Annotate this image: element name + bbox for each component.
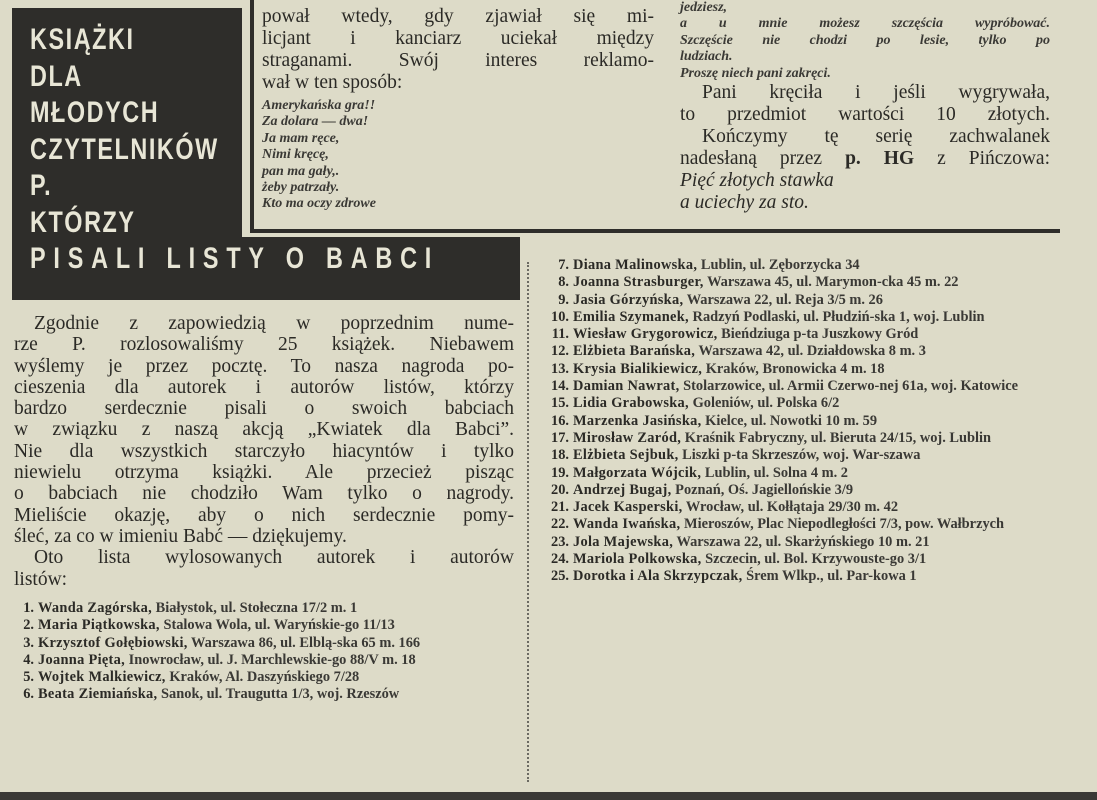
verse-line: Amerykańska gra!! xyxy=(262,98,376,113)
winner-number: 5. xyxy=(23,669,34,686)
text-line: śleć, za co w imieniu Babć — dziękujemy. xyxy=(14,525,347,547)
winner-name: Wiesław Grygorowicz, xyxy=(573,326,718,343)
winner-address: Warszawa 86, ul. Elblą-ska 65 m. 166 xyxy=(191,634,421,651)
text-line: straganami. Swój interes reklamo- xyxy=(262,50,654,71)
winners-list-left xyxy=(10,600,512,704)
winner-number: 1. xyxy=(23,600,34,616)
winner-name: Joanna Strasburger, xyxy=(573,274,704,291)
winner-name: Dorotka i Ala Skrzypczak, xyxy=(573,568,743,585)
verse-line: żeby patrzały. xyxy=(262,180,340,196)
winner-address: Stolarzowice, ul. Armii Czerwo-nej 61a, woj. Katowice xyxy=(683,378,1019,395)
headline-line: KTÓRZY xyxy=(30,205,136,239)
winner-address: Kraków, Al. Daszyńskiego 7/28 xyxy=(169,669,360,686)
winner-entry xyxy=(10,617,512,634)
winner-name: Diana Malinowska, xyxy=(573,257,698,273)
winner-entry xyxy=(10,600,512,617)
text-line: Zgodnie z zapowiedzią w poprzednim nume- xyxy=(34,313,514,334)
text-line: niewielu otrzyma książki. Ale przecież pisząc xyxy=(14,462,514,484)
winner-name: Elżbieta Sejbuk, xyxy=(573,447,679,464)
credit-post: z Pińczowa: xyxy=(914,148,1050,170)
winner-address: Śrem Wlkp., ul. Par-kowa 1 xyxy=(746,568,917,585)
winner-address: Radzyń Podlaski, ul. Płudziń-ska 1, woj. Lublin xyxy=(692,308,985,325)
text-line: bardzo serdecznie pisali o swoich babciach xyxy=(14,398,514,420)
winner-number: 23. xyxy=(551,533,569,550)
winner-number: 18. xyxy=(551,447,569,464)
text-line: cieszenia dla autorek i autorów listów, którzy xyxy=(14,376,514,398)
verse-line: Szczęście nie chodzi po lesie, tylko po xyxy=(680,32,1050,48)
winner-number: 12. xyxy=(551,343,569,360)
headline-line: PISALI LISTY O BABCI xyxy=(30,242,440,275)
winner-entry xyxy=(545,568,1050,585)
text-line: Pani kręciła i jeśli wygrywała, xyxy=(702,82,1050,104)
text-line: w związku z naszą akcją „Kwiatek dla Babci”. xyxy=(14,419,514,441)
column-separator xyxy=(527,262,529,782)
winner-name: Mariola Polkowska, xyxy=(573,551,702,568)
winner-address: Kielce, ul. Nowotki 10 m. 59 xyxy=(705,412,878,429)
winner-address: Stalowa Wola, ul. Waryńskie-go 11/13 xyxy=(163,617,395,634)
winner-number: 10. xyxy=(551,308,569,325)
verse xyxy=(680,0,1050,82)
winner-name: Krysia Bialikiewicz, xyxy=(573,360,703,377)
verse-line: Nimi kręcę, xyxy=(262,147,329,163)
winner-number: 3. xyxy=(23,634,34,651)
winner-number: 6. xyxy=(23,686,34,703)
winner-number: 17. xyxy=(551,429,569,446)
winner-address: Sanok, ul. Traugutta 1/3, woj. Rzeszów xyxy=(161,686,400,703)
winner-entry xyxy=(545,274,1050,291)
text-line: to przedmiot wartości 10 złotych. xyxy=(680,104,1050,126)
verse-line: ludziach. xyxy=(680,49,733,65)
winner-entry xyxy=(545,516,1050,533)
winners-list-right xyxy=(545,257,1050,586)
winner-address: Lublin, ul. Solna 4 m. 2 xyxy=(704,464,849,481)
winner-entry xyxy=(10,635,512,652)
winner-entry xyxy=(545,465,1050,482)
winner-number: 11. xyxy=(551,326,569,343)
headline-line: MŁODYCH xyxy=(30,96,160,129)
credit-pre: nadesłaną przez xyxy=(680,148,846,170)
winner-address: Kraków, Bronowicka 4 m. 18 xyxy=(705,360,885,377)
winner-entry xyxy=(545,430,1050,447)
winner-address: Warszawa 22, ul. Reja 3/5 m. 26 xyxy=(686,291,883,308)
winner-name: Małgorzata Wójcik, xyxy=(573,464,702,481)
text-line: Oto lista wylosowanych autorek i autorów xyxy=(34,547,514,569)
winner-entry xyxy=(10,669,512,686)
text-line: wał w ten sposób: xyxy=(262,72,403,93)
winner-number: 24. xyxy=(551,551,569,568)
winner-number: 20. xyxy=(551,481,569,498)
winner-number: 2. xyxy=(23,617,34,634)
winner-name: Elżbieta Barańska, xyxy=(573,343,696,360)
text-line: Kończymy tę serię zachwalanek xyxy=(702,126,1050,148)
verse-line: jedziesz, xyxy=(680,0,728,15)
winner-address: Inowrocław, ul. J. Marchlewskie-go 88/V m. 18 xyxy=(128,651,416,668)
winner-address: Kraśnik Fabryczny, ul. Bieruta 24/15, woj. Lublin xyxy=(684,429,992,446)
winner-entry xyxy=(545,395,1050,412)
verse-line: Proszę niech pani zakręci. xyxy=(680,65,831,81)
text-line: licjant i kanciarz uciekał między xyxy=(262,28,654,49)
verse-line: a uciechy za sto. xyxy=(680,192,809,214)
winner-number: 21. xyxy=(551,499,569,516)
winner-entry xyxy=(545,447,1050,464)
text-line: wyślemy je przez pocztę. To nasza nagroda po- xyxy=(14,355,514,377)
winner-number: 13. xyxy=(551,360,569,377)
winner-number: 9. xyxy=(558,291,569,308)
winner-entry xyxy=(545,326,1050,343)
winner-entry xyxy=(545,361,1050,378)
winner-number: 7. xyxy=(558,257,569,273)
verse-line: Ja mam ręce, xyxy=(262,130,340,146)
winner-address: Mieroszów, Plac Niepodległości 7/3, pow. Wałbrzych xyxy=(684,516,1005,533)
headline-line: P. xyxy=(30,169,53,202)
winner-address: Liszki p-ta Skrzeszów, woj. War-szawa xyxy=(682,447,921,464)
text-line: rze P. rozlosowaliśmy 25 książek. Niebawem xyxy=(14,334,514,356)
winner-number: 4. xyxy=(23,651,34,668)
winner-name: Maria Piątkowska, xyxy=(38,617,160,634)
verse-line: pan ma gały,. xyxy=(262,163,340,179)
winner-name: Emilia Szymanek, xyxy=(573,308,689,325)
text-line: o babciach nie chodziło Wam tylko o nagrody. xyxy=(14,483,514,505)
credit-line xyxy=(680,148,1050,170)
verse-line: a u mnie możesz szczęścia wypróbować. xyxy=(680,16,1050,32)
winner-address: Bieńdziuga p-ta Juszkowy Gród xyxy=(721,326,919,343)
verse-line: Kto ma oczy zdrowe xyxy=(262,196,376,212)
winner-number: 25. xyxy=(551,568,569,585)
winner-entry xyxy=(545,534,1050,551)
winner-name: Jasia Górzyńska, xyxy=(573,291,684,308)
winner-number: 8. xyxy=(558,274,569,291)
winner-name: Jola Majewska, xyxy=(573,533,674,550)
text-line: Mieliście okazję, aby o nich serdecznie pomy- xyxy=(14,504,514,526)
boxed-article-right-column xyxy=(680,0,1050,214)
verse-line: Za dolara — dwa! xyxy=(262,114,369,130)
winner-address: Białystok, ul. Stołeczna 17/2 m. 1 xyxy=(155,600,358,616)
verse-line: Pięć złotych stawka xyxy=(680,170,834,192)
winner-name: Lidia Grabowska, xyxy=(573,395,689,412)
winner-entry xyxy=(545,292,1050,309)
winner-entry xyxy=(545,343,1050,360)
winner-entry xyxy=(545,413,1050,430)
text-line: listów: xyxy=(14,568,68,590)
winner-address: Wrocław, ul. Kołłątaja 29/30 m. 42 xyxy=(685,499,899,516)
winner-name: Marzenka Jasińska, xyxy=(573,412,702,429)
winner-entry xyxy=(545,378,1050,395)
winner-name: Wojtek Malkiewicz, xyxy=(38,669,166,686)
winner-name: Andrzej Bugaj, xyxy=(573,481,672,498)
winner-address: Poznań, Oś. Jagiellońskie 3/9 xyxy=(675,481,854,498)
boxed-article-left-column xyxy=(262,6,654,213)
winner-address: Warszawa 42, ul. Działdowska 8 m. 3 xyxy=(698,343,926,360)
intro-paragraph xyxy=(14,313,514,590)
text-line: pował wtedy, gdy zjawiał się mi- xyxy=(262,6,654,27)
winner-number: 14. xyxy=(551,378,569,395)
winner-number: 22. xyxy=(551,516,569,533)
winner-entry xyxy=(545,482,1050,499)
winner-entry xyxy=(545,309,1050,326)
verse xyxy=(262,98,654,213)
winner-name: Wanda Zagórska, xyxy=(38,600,153,616)
winner-name: Wanda Iwańska, xyxy=(573,516,681,533)
winner-name: Mirosław Zaród, xyxy=(573,429,682,446)
credit-author: p. HG xyxy=(845,148,915,170)
text-line: Nie dla wszystkich starczyło hiacyntów i tylko xyxy=(14,440,514,462)
winner-number: 19. xyxy=(551,464,569,481)
winner-name: Krzysztof Gołębiowski, xyxy=(38,634,188,651)
bottom-rule xyxy=(0,792,1097,800)
winner-name: Damian Nawrat, xyxy=(573,378,680,395)
headline-line: CZYTELNIKÓW xyxy=(30,132,219,166)
winner-address: Goleniów, ul. Polska 6/2 xyxy=(692,395,840,412)
winner-address: Lublin, ul. Zęborzycka 34 xyxy=(700,257,860,273)
winner-name: Joanna Pięta, xyxy=(38,651,126,668)
winner-address: Warszawa 45, ul. Marymon-cka 45 m. 22 xyxy=(707,274,959,291)
headline-line: DLA xyxy=(30,59,83,93)
winner-address: Szczecin, ul. Bol. Krzywouste-go 3/1 xyxy=(705,551,927,568)
winner-entry xyxy=(10,652,512,669)
winner-entry xyxy=(10,686,512,703)
winner-address: Warszawa 22, ul. Skarżyńskiego 10 m. 21 xyxy=(676,533,930,550)
winner-number: 16. xyxy=(551,412,569,429)
winner-number: 15. xyxy=(551,395,569,412)
winner-entry xyxy=(545,551,1050,568)
winner-name: Jacek Kasperski, xyxy=(573,499,683,516)
winner-entry xyxy=(545,499,1050,516)
winner-entry xyxy=(545,257,1050,274)
headline-line: KSIĄŻKI xyxy=(30,23,135,56)
winner-name: Beata Ziemiańska, xyxy=(38,686,158,703)
